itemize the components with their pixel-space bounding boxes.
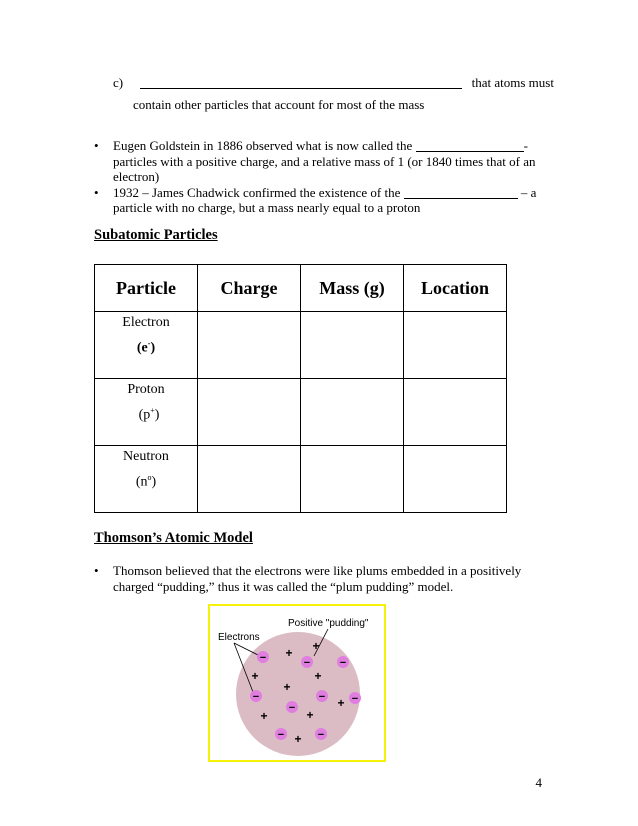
discovery-bullets xyxy=(94,138,544,216)
plus-charge-icon: + xyxy=(285,646,293,660)
part-c-tail: that atoms must xyxy=(471,75,554,90)
header-particle: Particle xyxy=(95,265,198,312)
electron-minus-sign: − xyxy=(318,691,326,703)
subatomic-table xyxy=(94,264,507,513)
table-row xyxy=(95,312,507,379)
particle-cell xyxy=(95,312,198,379)
plus-charge-icon: + xyxy=(312,639,320,653)
charge-cell[interactable] xyxy=(198,379,301,446)
bullet-goldstein-text-pre: Eugen Goldstein in 1886 observed what is now called the xyxy=(113,138,413,153)
electron-minus-sign: − xyxy=(277,729,285,741)
header-mass: Mass (g) xyxy=(301,265,404,312)
pudding-label: Positive "pudding" xyxy=(288,618,369,629)
table-row xyxy=(95,379,507,446)
subatomic-heading: Subatomic Particles xyxy=(94,227,218,243)
plum-pudding-figure xyxy=(208,604,386,762)
electrons-label: Electrons xyxy=(218,632,260,643)
particle-symbol: (p+) xyxy=(138,406,160,423)
electron-minus-sign: − xyxy=(303,657,311,669)
particle-symbol: $(n^o)$ xyxy=(135,473,157,490)
bullet-goldstein-text-post: -particles with a positive charge, and a relative mass of 1 (or 1840 times that of an electron) xyxy=(113,138,536,184)
electron-minus-sign: − xyxy=(288,702,296,714)
plus-charge-icon: + xyxy=(283,680,291,694)
plus-charge-icon: + xyxy=(337,696,345,710)
table-row xyxy=(95,446,507,513)
bullet-chadwick-blank xyxy=(404,198,518,199)
plum-pudding-diagram xyxy=(210,606,384,760)
bullet-goldstein-blank xyxy=(416,151,524,152)
particle-cell xyxy=(95,446,198,513)
electron-minus-sign: − xyxy=(259,652,267,664)
plus-charge-icon: + xyxy=(314,669,322,683)
location-cell[interactable] xyxy=(404,379,507,446)
table-header-row xyxy=(95,265,507,312)
electron-minus-sign: − xyxy=(317,729,325,741)
electron-minus-sign: − xyxy=(252,691,260,703)
header-location: Location xyxy=(404,265,507,312)
charge-cell[interactable] xyxy=(198,312,301,379)
page-number: 4 xyxy=(535,775,542,790)
bullet-thomson: • Thomson believed that the electrons were like plums embedded in a positively charged “pudding,” thus it was called the “plum pudding” model. xyxy=(94,563,544,594)
bullet-goldstein xyxy=(94,138,544,185)
plus-charge-icon: + xyxy=(260,709,268,723)
particle-symbol: (e-) xyxy=(136,339,156,356)
part-c-blank xyxy=(140,88,462,89)
part-c-line xyxy=(113,75,554,91)
bullet-chadwick xyxy=(94,185,544,216)
charge-cell[interactable] xyxy=(198,446,301,513)
mass-cell[interactable] xyxy=(301,379,404,446)
bullet-chadwick-text-post: – a particle with no charge, but a mass nearly equal to a proton xyxy=(113,184,537,215)
plus-charge-icon: + xyxy=(306,708,314,722)
plus-charge-icon: + xyxy=(251,669,259,683)
plus-charge-icon: + xyxy=(294,732,302,746)
thomson-bullets xyxy=(94,563,544,594)
part-c-continuation: contain other particles that account for most of the mass xyxy=(133,97,425,112)
electron-minus-sign: − xyxy=(351,693,359,705)
location-cell[interactable] xyxy=(404,312,507,379)
thomson-heading: Thomson’s Atomic Model xyxy=(94,530,253,546)
mass-cell[interactable] xyxy=(301,446,404,513)
particle-name: Neutron xyxy=(123,449,169,464)
particle-name: Electron xyxy=(122,315,170,330)
bullet-chadwick-text-pre: 1932 – James Chadwick confirmed the existence of the xyxy=(113,184,401,200)
part-c-label: c) xyxy=(113,75,124,90)
location-cell[interactable] xyxy=(404,446,507,513)
electron-minus-sign: − xyxy=(339,657,347,669)
mass-cell[interactable] xyxy=(301,312,404,379)
header-charge: Charge xyxy=(198,265,301,312)
particle-name: Proton xyxy=(127,382,165,397)
particle-cell xyxy=(95,379,198,446)
